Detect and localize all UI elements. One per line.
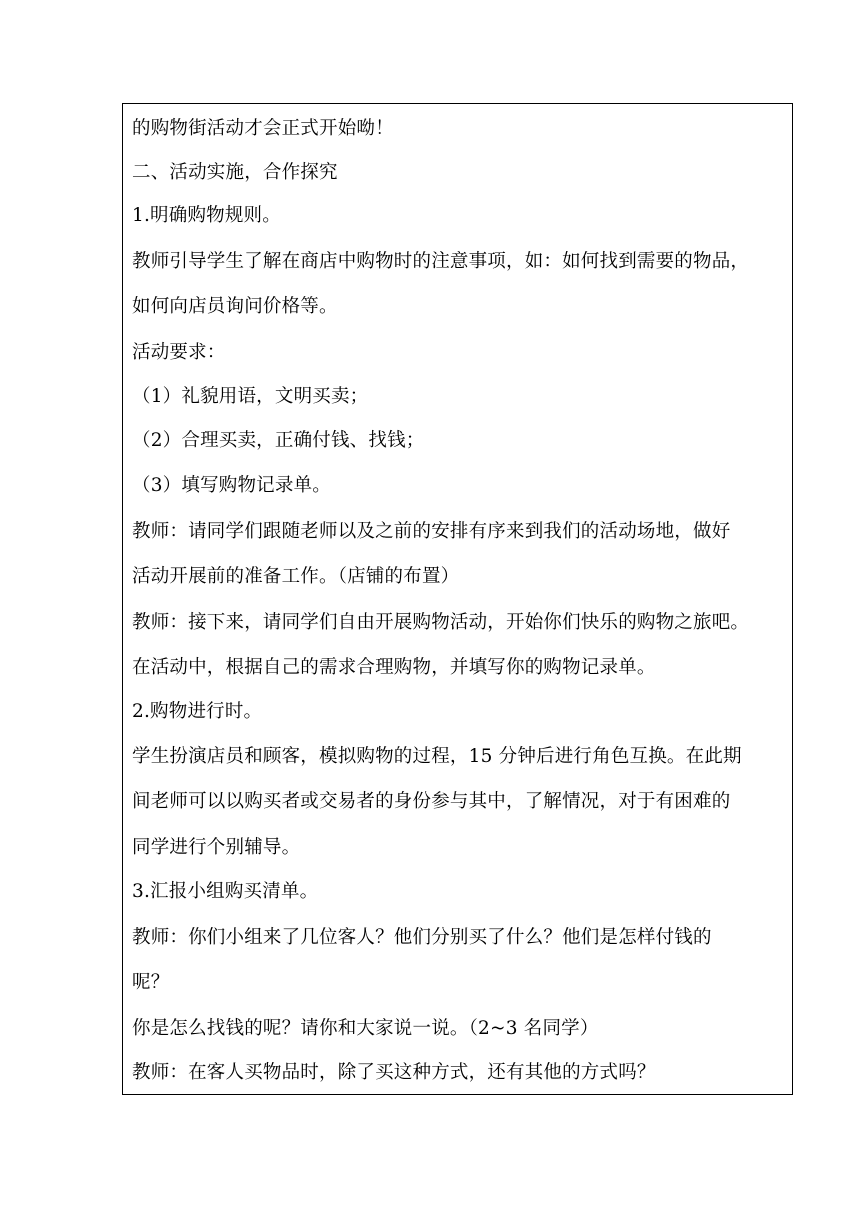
text-line-11: 活动开展前的准备工作。（店铺的布置） xyxy=(132,566,460,587)
step-heading-3: 3.汇报小组购买清单。 xyxy=(132,881,319,902)
text-line-19: 教师：你们小组来了几位客人？他们分别买了什么？他们是怎样付钱的 xyxy=(132,927,712,948)
step-heading-1: 1.明确购物规则。 xyxy=(132,205,281,226)
text-line-5: 如何向店员询问价格等。 xyxy=(132,296,338,317)
text-line-15: 学生扮演店员和顾客，模拟购物的过程，15 分钟后进行角色互换。在此期 xyxy=(132,746,742,767)
section-heading-activity: 二、活动实施，合作探究 xyxy=(132,162,338,183)
requirement-item-1: （1）礼貌用语，文明买卖； xyxy=(132,386,369,407)
text-line-12: 教师：接下来，请同学们自由开展购物活动，开始你们快乐的购物之旅吧。 xyxy=(132,612,750,633)
text-line-22: 教师：在客人买物品时，除了买这种方式，还有其他的方式吗？ xyxy=(132,1062,656,1083)
text-line-16: 间老师可以以购买者或交易者的身份参与其中，了解情况，对于有困难的 xyxy=(132,791,731,812)
text-line-20: 呢？ xyxy=(132,972,170,993)
text-line-4: 教师引导学生了解在商店中购物时的注意事项，如：如何找到需要的物品， xyxy=(132,251,750,272)
text-line-10: 教师：请同学们跟随老师以及之前的安排有序来到我们的活动场地，做好 xyxy=(132,521,731,542)
requirement-item-3: （3）填写购物记录单。 xyxy=(132,475,331,496)
text-line-13: 在活动中，根据自己的需求合理购物，并填写你的购物记录单。 xyxy=(132,657,656,678)
step-heading-2: 2.购物进行时。 xyxy=(132,701,263,722)
text-line-21: 你是怎么找钱的呢？请你和大家说一说。（2~3 名同学） xyxy=(132,1018,599,1039)
text-line-1: 的购物街活动才会正式开始呦！ xyxy=(132,118,394,139)
requirements-label: 活动要求： xyxy=(132,342,226,363)
requirement-item-2: （2）合理买卖，正确付钱、找钱； xyxy=(132,430,425,451)
text-line-17: 同学进行个别辅导。 xyxy=(132,837,301,858)
